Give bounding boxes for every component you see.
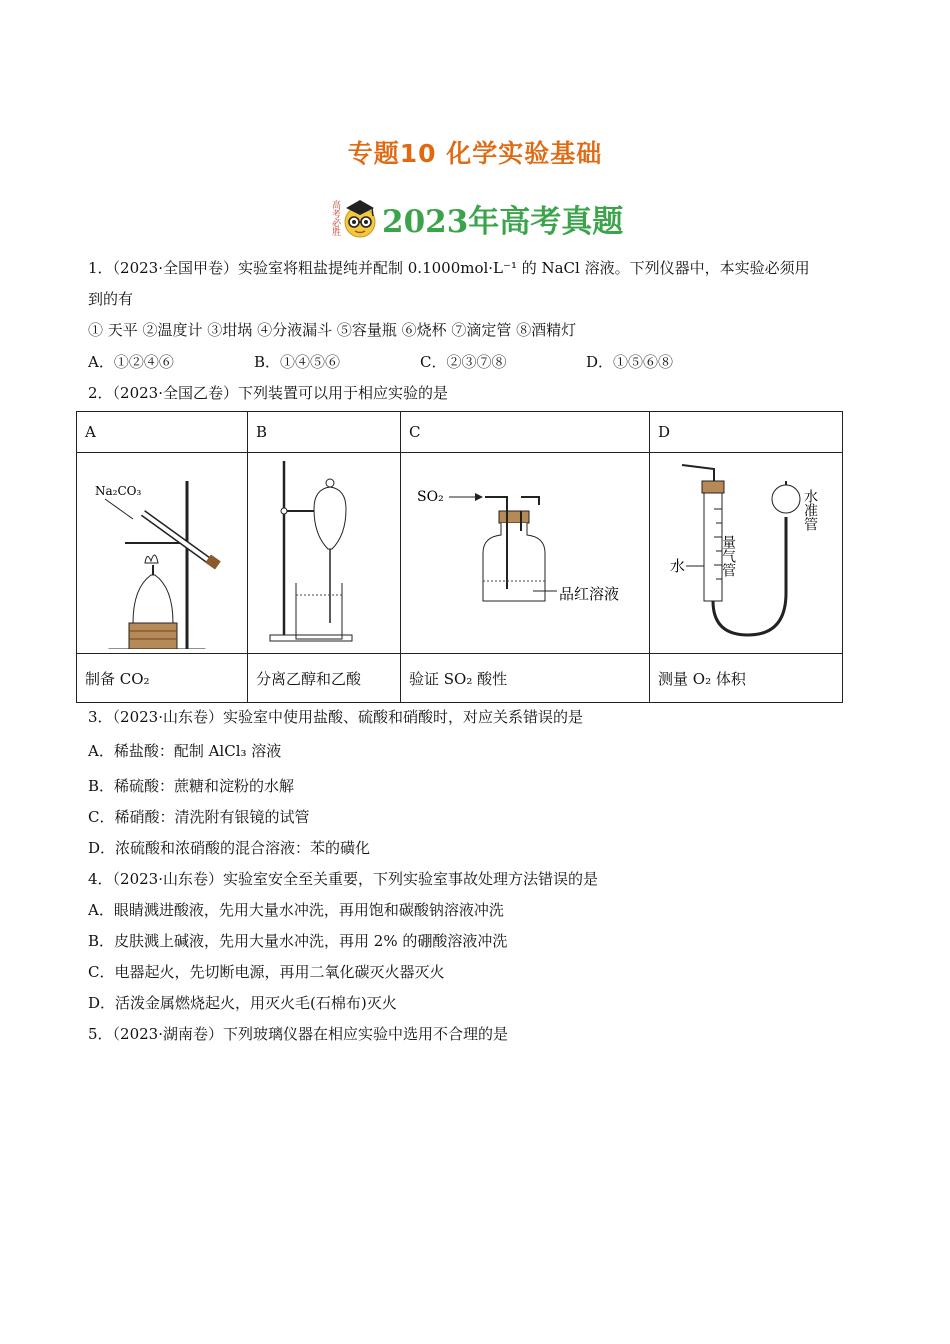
q1-items: ① 天平 ②温度计 ③坩埚 ④分液漏斗 ⑤容量瓶 ⑥烧杯 ⑦滴定管 ⑧酒精灯 <box>88 321 577 339</box>
label-leveling-tube: 水准管 <box>802 489 818 531</box>
page-title: 专题10 化学实验基础 <box>347 139 603 168</box>
apparatus-d-cell <box>650 453 843 654</box>
caption-a: 制备 CO₂ <box>77 654 248 703</box>
q5-stem: 5．（2023·湖南卷）下列玻璃仪器在相应实验中选用不合理的是 <box>88 1025 508 1043</box>
q3-stem: 3．（2023·山东卷）实验室中使用盐酸、硫酸和硝酸时，对应关系错误的是 <box>88 708 583 726</box>
table-header-d: D <box>650 412 843 453</box>
heating-apparatus-figure <box>85 453 239 649</box>
q1-option-d[interactable]: D．①⑤⑥⑧ <box>586 353 674 371</box>
label-burette: 量气管 <box>720 535 736 577</box>
q3-option-d[interactable]: D．浓硫酸和浓硝酸的混合溶液：苯的磺化 <box>88 839 371 857</box>
q3-option-b[interactable]: B．稀硫酸：蔗糖和淀粉的水解 <box>88 777 295 795</box>
table-header-a: A <box>77 412 248 453</box>
q1-option-c[interactable]: C．②③⑦⑧ <box>420 353 507 371</box>
apparatus-a-cell <box>77 453 248 654</box>
label-na2co3: Na₂CO₃ <box>95 484 142 498</box>
q4-option-b[interactable]: B．皮肤溅上碱液，先用大量水冲洗，再用 2% 的硼酸溶液冲洗 <box>88 932 508 950</box>
gas-burette-figure <box>658 453 834 649</box>
section-banner <box>330 194 623 242</box>
apparatus-c-cell <box>401 453 650 654</box>
separatory-funnel-figure <box>256 453 392 649</box>
caption-c: 验证 SO₂ 酸性 <box>401 654 650 703</box>
q1-option-a[interactable]: A．①②④⑥ <box>88 353 174 371</box>
q1-option-b[interactable]: B．①④⑤⑥ <box>254 353 341 371</box>
caption-d: 测量 O₂ 体积 <box>650 654 843 703</box>
label-so2: SO₂ <box>417 489 444 505</box>
q4-option-d[interactable]: D．活泼金属燃烧起火，用灭火毛(石棉布)灭火 <box>88 994 397 1012</box>
table-header-b: B <box>248 412 401 453</box>
caption-b: 分离乙醇和乙酸 <box>248 654 401 703</box>
q1-stem-line1: 1．（2023·全国甲卷）实验室将粗盐提纯并配制 0.1000mol·L⁻¹ 的 NaCl 溶液。下列仪器中，本实验必须用 <box>88 259 810 277</box>
q3-option-a[interactable]: A．稀盐酸：配制 AlCl₃ 溶液 <box>88 742 282 760</box>
q1-options <box>88 352 673 372</box>
q1-stem-line2: 到的有 <box>88 290 134 308</box>
graduate-mascot-icon <box>342 196 378 240</box>
banner-label: 2023年高考真题 <box>382 203 624 240</box>
q2-stem: 2．（2023·全国乙卷）下列装置可以用于相应实验的是 <box>88 384 448 402</box>
apparatus-table <box>76 411 843 703</box>
label-pinhong: 品红溶液 <box>559 585 620 603</box>
table-header-c: C <box>401 412 650 453</box>
apparatus-b-cell <box>248 453 401 654</box>
q4-option-a[interactable]: A．眼睛溅进酸液，先用大量水冲洗，再用饱和碳酸钠溶液冲洗 <box>88 901 504 919</box>
q4-option-c[interactable]: C．电器起火，先切断电源，再用二氧化碳灭火器灭火 <box>88 963 445 981</box>
banner-side-text: 高考必胜 <box>330 200 340 236</box>
q3-option-c[interactable]: C．稀硝酸：清洗附有银镜的试管 <box>88 808 310 826</box>
label-water: 水 <box>670 557 686 575</box>
gas-washing-bottle-figure <box>409 453 641 649</box>
q4-stem: 4．（2023·山东卷）实验室安全至关重要，下列实验室事故处理方法错误的是 <box>88 870 598 888</box>
